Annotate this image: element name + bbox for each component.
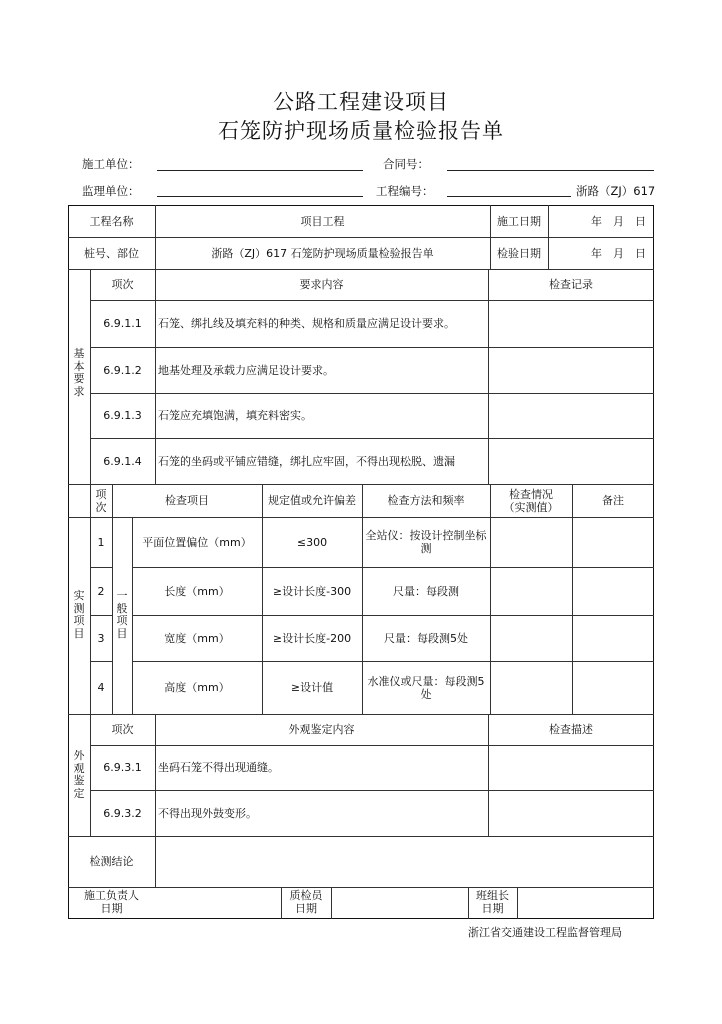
measured-col-check-item: 检查项目 bbox=[165, 494, 209, 507]
project-no-field[interactable] bbox=[447, 196, 571, 197]
appearance-col-desc: 检查描述 bbox=[549, 723, 593, 736]
measured-row-method: 水准仪或尺量：每段测5处 bbox=[367, 674, 485, 701]
measured-row-spec: ≥设计长度-300 bbox=[272, 584, 352, 598]
basic-row-code: 6.9.1.3 bbox=[103, 409, 142, 422]
general-items-label: 一般项目 bbox=[116, 589, 128, 640]
qc-inspector-sign bbox=[281, 889, 331, 915]
basic-row-code: 6.9.1.2 bbox=[103, 363, 142, 377]
conclusion-field[interactable] bbox=[155, 836, 654, 887]
inspection-date-value[interactable]: 年 月 日 bbox=[591, 246, 646, 260]
measured-section-label: 实测项目 bbox=[73, 589, 85, 640]
basic-row-text: 地基处理及承载力应满足设计要求。 bbox=[158, 363, 334, 377]
title-line-1: 公路工程建设项目 bbox=[273, 90, 449, 114]
supervision-unit-field[interactable] bbox=[157, 196, 363, 197]
qc-inspector-label: 质检员 bbox=[289, 889, 323, 902]
inspection-date-label: 检验日期 bbox=[497, 246, 541, 260]
measured-row-no: 1 bbox=[97, 535, 105, 549]
construction-lead-label: 施工负责人 bbox=[84, 889, 139, 902]
conclusion-label: 检测结论 bbox=[89, 855, 134, 868]
station-value: 浙路（ZJ）617 石笼防护现场质量检验报告单 bbox=[211, 246, 434, 260]
measured-col-remark: 备注 bbox=[602, 494, 624, 507]
basic-col-content: 要求内容 bbox=[299, 278, 344, 291]
project-no-label: 工程编号： bbox=[376, 184, 434, 198]
appearance-row-code: 6.9.3.1 bbox=[103, 761, 142, 774]
construction-unit-label: 施工单位： bbox=[82, 157, 140, 171]
measured-row-item: 高度（mm） bbox=[164, 681, 230, 694]
basic-row-code: 6.9.1.1 bbox=[103, 317, 142, 330]
contract-no-label: 合同号： bbox=[383, 157, 429, 171]
appearance-section-label: 外观鉴定 bbox=[73, 749, 85, 800]
project-name-label: 工程名称 bbox=[89, 214, 134, 228]
measured-col-result: 检查情况（实测值） bbox=[503, 487, 559, 514]
appearance-row-code: 6.9.3.2 bbox=[103, 806, 142, 820]
measured-row-item: 平面位置偏位（mm） bbox=[142, 535, 252, 549]
appearance-col-content: 外观鉴定内容 bbox=[288, 723, 355, 736]
measured-row-method: 尺量：每段测5处 bbox=[384, 631, 468, 645]
basic-row-code: 6.9.1.4 bbox=[103, 454, 142, 468]
title-line-2: 石笼防护现场质量检验报告单 bbox=[218, 119, 504, 143]
team-leader-sign bbox=[468, 889, 517, 915]
construction-lead-sign bbox=[68, 889, 155, 915]
measured-row-no: 3 bbox=[97, 631, 105, 645]
supervision-unit-label: 监理单位： bbox=[82, 184, 140, 198]
appearance-row-text: 不得出现外鼓变形。 bbox=[158, 806, 257, 820]
measured-row-item: 长度（mm） bbox=[164, 584, 230, 598]
basic-section-label: 基本要求 bbox=[73, 347, 85, 398]
appearance-row-text: 坐码石笼不得出现通缝。 bbox=[158, 761, 279, 774]
measured-row-no: 4 bbox=[97, 681, 105, 694]
appearance-col-item: 项次 bbox=[111, 723, 134, 736]
construction-date-label: 施工日期 bbox=[497, 214, 541, 228]
measured-row-spec: ≥设计值 bbox=[290, 681, 334, 694]
measured-col-spec: 规定值或允许偏差 bbox=[268, 494, 356, 507]
basic-row-text: 石笼、绑扎线及填充料的种类、规格和质量应满足设计要求。 bbox=[158, 317, 455, 330]
basic-col-record: 检查记录 bbox=[549, 278, 593, 291]
station-label: 桩号、部位 bbox=[84, 246, 139, 260]
construction-lead-date-label: 日期 bbox=[100, 902, 123, 915]
basic-row-text: 石笼的坐码或平铺应错缝，绑扎应牢固，不得出现松脱、遗漏 bbox=[158, 454, 455, 468]
qc-inspector-date-label: 日期 bbox=[295, 902, 317, 915]
contract-no-field[interactable] bbox=[447, 170, 654, 171]
construction-date-value[interactable]: 年 月 日 bbox=[591, 214, 646, 228]
team-leader-date-label: 日期 bbox=[481, 902, 504, 915]
measured-row-method: 全站仪：按设计控制坐标测 bbox=[365, 529, 487, 555]
measured-row-no: 2 bbox=[97, 584, 105, 598]
team-leader-label: 班组长 bbox=[476, 889, 509, 902]
measured-row-spec: ≥设计长度-200 bbox=[272, 631, 352, 645]
measured-row-spec: ≤300 bbox=[296, 535, 328, 549]
basic-col-item: 项次 bbox=[111, 278, 134, 291]
measured-col-method: 检查方法和频率 bbox=[387, 494, 465, 507]
project-name-value: 项目工程 bbox=[300, 214, 345, 228]
measured-row-item: 宽度（mm） bbox=[164, 631, 230, 645]
basic-row-text: 石笼应充填饱满，填充料密实。 bbox=[158, 409, 312, 422]
form-code: 浙路（ZJ）617 bbox=[576, 184, 656, 198]
footer-issuer: 浙江省交通建设工程监督管理局 bbox=[468, 926, 622, 939]
construction-unit-field[interactable] bbox=[157, 170, 363, 171]
measured-row-method: 尺量：每段测 bbox=[393, 584, 459, 598]
measured-col-item: 项次 bbox=[95, 487, 107, 514]
